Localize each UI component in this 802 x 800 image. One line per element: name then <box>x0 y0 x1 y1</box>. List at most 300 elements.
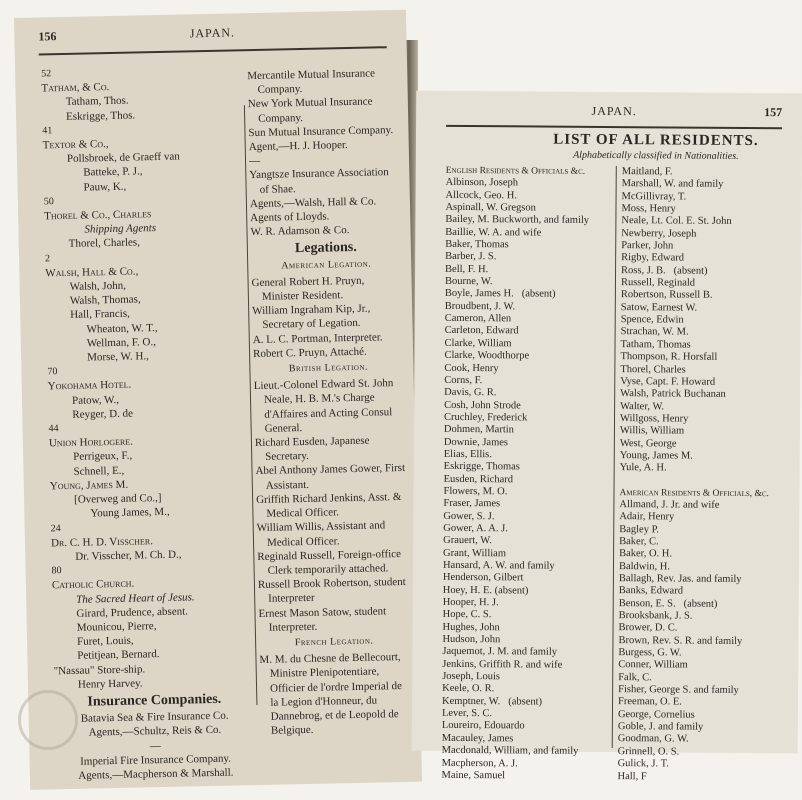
resident-row <box>444 338 612 352</box>
resident-row <box>444 375 612 389</box>
agency-line: — <box>248 155 261 168</box>
agency-line: Sun Mutual Insurance Company. <box>248 123 394 139</box>
directory-entry <box>41 63 242 124</box>
right-running-title: JAPAN. <box>591 103 637 119</box>
british-legation-title: British Legation. <box>288 361 369 375</box>
agency-line: W. R. Adamson & Co. <box>250 224 350 239</box>
resident-row <box>445 251 613 265</box>
resident-row <box>621 253 789 267</box>
entry-line: Walsh, John, <box>69 279 127 293</box>
resident-row <box>620 462 788 476</box>
resident-name: Henderson, Gilbert <box>442 572 524 584</box>
resident-name: Thompson, R. Horsfall <box>620 351 718 363</box>
resident-name: Robertson, Russell B. <box>620 289 713 302</box>
legations-title: Legations. <box>294 240 357 257</box>
legation-member: M. M. du Chesne de Bellecourt, Ministre Plenipotentiare, Officier de l'ordre Imperial de la Legion d'Honneur, du Dannebrog, et de Leopold de Belgique. <box>259 651 403 737</box>
resident-name: Benson, E. S. <box>618 597 676 610</box>
agency-line: Agents of Lloyds. <box>250 210 330 225</box>
resident-row <box>444 387 612 401</box>
right-residents-column <box>617 166 789 784</box>
resident-name: Dohmen, Martin <box>443 424 514 436</box>
resident-row <box>445 202 613 216</box>
resident-name: Hughes, John <box>442 621 500 633</box>
entry-line: Wellman, F. O., <box>86 335 157 350</box>
insurance-title: Insurance Companies. <box>87 691 222 710</box>
resident-row <box>620 450 788 464</box>
american-heading: American Residents & Officials, &c. <box>619 487 769 499</box>
entry-line: Patow, W., <box>71 393 120 407</box>
resident-name: Baker, Thomas <box>445 238 509 251</box>
resident-row <box>445 276 613 290</box>
american-legation-title: American Legation. <box>281 258 372 272</box>
resident-row <box>618 684 786 698</box>
resident-name: West, George <box>619 437 677 450</box>
resident-name: Freeman, O. E. <box>618 696 682 708</box>
resident-name: Maine, Samuel <box>441 769 506 782</box>
insurance-line: — <box>149 739 161 752</box>
insurance-agencies <box>247 66 401 240</box>
entry-line: "Nassau" Store-ship. <box>53 662 146 677</box>
resident-row <box>442 708 610 722</box>
resident-row <box>618 709 786 723</box>
resident-note: (absent) <box>521 288 556 301</box>
french-legation-list <box>259 650 411 738</box>
resident-name: Gower, A. A. J. <box>443 522 508 535</box>
entry-line: Thorel & Co., Charles <box>44 208 152 223</box>
entry-number: 41 <box>42 125 53 137</box>
entry-line: Wheaton, W. T., <box>86 321 158 336</box>
left-running-title: JAPAN. <box>189 25 236 41</box>
directory-entry <box>47 361 248 422</box>
resident-row <box>445 227 613 241</box>
resident-row <box>444 412 612 426</box>
entry-line: Batteke, P. J., <box>83 165 143 180</box>
resident-row <box>621 302 789 316</box>
resident-row <box>443 560 611 574</box>
resident-name: Macdonald, William, and family <box>441 745 579 757</box>
resident-name: Bourne, W. <box>444 275 493 288</box>
resident-row <box>441 770 609 784</box>
entry-number: 24 <box>50 522 61 534</box>
resident-name: Hudson, John <box>442 633 501 646</box>
resident-name: Clarke, Woodthorpe <box>444 350 530 362</box>
list-title: LIST OF ALL RESIDENTS. <box>553 131 759 150</box>
entry-number: 2 <box>44 252 51 265</box>
resident-name: Russell, Reginald <box>620 277 696 289</box>
resident-row <box>445 239 613 253</box>
legation-member: William Willis, Assistant and Medical Officer. <box>256 519 386 549</box>
resident-row <box>443 585 611 599</box>
resident-name: Keele, O. R. <box>442 683 495 695</box>
resident-row <box>443 510 611 524</box>
resident-name: Kemptner, W. <box>442 695 501 708</box>
resident-name: Grauert, W. <box>443 535 492 547</box>
resident-name: Baker, O. H. <box>619 548 673 560</box>
resident-note: (absent) <box>683 598 718 610</box>
resident-note: (absent) <box>508 696 543 708</box>
resident-name: Carleton, Edward <box>444 325 519 337</box>
entry-line: Perrigeux, F., <box>73 450 133 464</box>
resident-row <box>621 265 789 279</box>
left-page <box>14 10 422 790</box>
resident-row <box>443 523 611 537</box>
entry-number: 44 <box>48 423 59 435</box>
resident-name: Macpherson, A. J. <box>441 757 518 769</box>
entry-line: Shipping Agents <box>84 222 157 236</box>
insurance-line: Imperial Fire Insurance Company. <box>80 752 232 768</box>
resident-row <box>621 228 789 242</box>
agency-line: Agent,—H. J. Hooper. <box>248 139 348 154</box>
resident-name: George, Cornelius <box>617 708 695 721</box>
resident-row <box>618 734 786 748</box>
american-residents-list <box>617 499 787 784</box>
entry-number: 80 <box>51 565 62 577</box>
legation-member: Abel Anthony James Gower, First Assistant. <box>255 462 406 492</box>
entry-line: Dr. C. H. D. Visscher. <box>50 534 154 550</box>
entry-line: Eskrigge, Thos. <box>65 109 136 123</box>
entry-line: Petitjean, Bernard. <box>77 648 160 663</box>
resident-name: Grant, William <box>443 547 507 559</box>
left-running-head <box>38 22 386 49</box>
resident-name: Macauley, James <box>441 732 514 745</box>
entry-number: 70 <box>47 366 58 378</box>
resident-row <box>442 646 610 660</box>
legation-member: Griffith Richard Jenkins, Asst. & Medical Officer. <box>256 490 402 520</box>
entry-line: Dr. Visscher, M. Ch. D., <box>75 548 182 563</box>
resident-name: Young, James M. <box>619 449 693 462</box>
resident-row <box>618 697 786 711</box>
legation-member: Russell Brook Robertson, student Interpreter <box>257 576 406 606</box>
entry-line: Pollsbroek, de Graeff van <box>66 150 180 166</box>
entry-number: 52 <box>41 68 52 80</box>
legation-member: General Robert H. Pruyn, Minister Resident. <box>251 274 365 303</box>
resident-name: Barber, J. S. <box>445 251 497 263</box>
resident-name: Albinson, Joseph <box>445 177 519 189</box>
resident-row <box>443 597 611 611</box>
resident-row <box>620 438 788 452</box>
resident-row <box>442 720 610 734</box>
resident-row <box>444 350 612 364</box>
entry-line: Hall, Francis, <box>70 308 130 322</box>
entry-line: Schnell, E., <box>73 464 125 478</box>
legation-member: Richard Eusden, Japanese Secretary. <box>254 434 370 464</box>
directory-entry <box>42 120 243 195</box>
entry-line: Mounicou, Pierre, <box>76 620 157 634</box>
resident-name: Bagley P. <box>619 523 659 535</box>
resident-row <box>620 351 788 365</box>
resident-row <box>444 461 612 475</box>
resident-row <box>621 290 789 304</box>
resident-name: Gulick, J. T. <box>617 758 669 770</box>
resident-row <box>621 277 789 291</box>
resident-row <box>619 610 787 624</box>
right-page-number: 157 <box>764 105 783 120</box>
resident-row <box>620 401 788 415</box>
resident-name: Tatham, Thomas <box>620 338 691 351</box>
resident-row <box>443 535 611 549</box>
resident-row <box>444 449 612 463</box>
resident-name: Elias, Ellis. <box>443 448 492 461</box>
resident-name: Hall, F <box>617 770 647 782</box>
resident-name: Willgoss, Henry <box>619 412 689 425</box>
resident-name: Joseph, Louis <box>442 670 501 683</box>
resident-row <box>621 314 789 328</box>
resident-name: Yule, A. H. <box>619 462 667 474</box>
resident-row <box>619 511 787 525</box>
resident-name: Brooksbank, J. S. <box>618 610 693 622</box>
resident-name: Hansard, A. W. and family <box>442 559 555 572</box>
directory-entry <box>51 560 254 692</box>
resident-row <box>619 585 787 599</box>
resident-name: Burgess, G. W. <box>618 647 682 659</box>
resident-name: Ballagh, Rev. Jas. and family <box>618 573 742 585</box>
french-legation-title: French Legation. <box>294 635 374 649</box>
resident-row <box>620 339 788 353</box>
resident-row <box>621 327 789 341</box>
resident-row <box>620 376 788 390</box>
resident-row <box>618 635 786 649</box>
resident-row <box>619 573 787 587</box>
agency-line: Mercantile Mutual Insurance Company. <box>247 67 376 97</box>
resident-row <box>443 548 611 562</box>
resident-name: Ross, J. B. <box>621 264 666 277</box>
entry-line: Pauw, K., <box>83 180 127 194</box>
resident-name: Thorel, Charles <box>620 363 686 376</box>
resident-row <box>618 672 786 686</box>
resident-name: Fisher, George S. and family <box>618 684 739 697</box>
resident-name: Falk, C. <box>618 671 652 684</box>
resident-name: Moss, Henry <box>621 203 676 215</box>
resident-name: Jaquemot, J. M. and family <box>442 646 558 659</box>
resident-name: Downie, James <box>443 436 509 448</box>
resident-name: Bell, F. H. <box>445 263 489 275</box>
entry-line: Morse, W. H., <box>87 350 149 364</box>
entry-line: Union Horlogere. <box>48 435 134 450</box>
resident-name: Boyle, James H. <box>444 288 514 300</box>
entry-line: [Overweg and Co.,] <box>73 492 162 506</box>
resident-row <box>446 177 614 191</box>
resident-name: Hoey, H. E. (absent) <box>442 584 529 597</box>
resident-row <box>621 240 789 254</box>
legation-member: Ernest Mason Satow, student Interpreter. <box>258 604 387 634</box>
resident-name: Cameron, Allen <box>444 312 512 325</box>
resident-name: Willis, William <box>619 425 685 437</box>
directory-entry <box>45 248 247 366</box>
resident-name: Conner, William <box>618 659 688 671</box>
resident-row <box>442 757 610 771</box>
resident-name: Flowers, M. O. <box>443 485 508 498</box>
entry-line: Tatham, & Co. <box>41 81 110 95</box>
entry-line: Young, James M. <box>49 478 129 493</box>
resident-name: Davis, G. R. <box>444 387 497 399</box>
resident-name: Loureiro, Edouardo <box>441 720 525 732</box>
resident-row <box>619 598 787 612</box>
entry-line: Catholic Church. <box>51 577 135 592</box>
resident-row <box>444 436 612 450</box>
resident-row <box>621 203 789 217</box>
resident-row <box>443 572 611 586</box>
resident-note: (absent) <box>673 265 708 277</box>
legation-member: Lieut.-Colonel Edward St. John Neale, H. B. M.'s Charge d'Affaires and Acting Consul General. <box>253 377 394 435</box>
resident-row <box>618 758 786 772</box>
resident-row <box>442 745 610 759</box>
left-page-number: 156 <box>38 29 57 44</box>
resident-name: Brower, D. C. <box>618 622 678 634</box>
resident-name: Marshall, W. and family <box>621 178 724 191</box>
american-legation-list <box>251 273 403 361</box>
resident-row <box>617 771 785 785</box>
resident-row <box>619 548 787 562</box>
resident-name: Baillie, W. A. and wife <box>445 226 542 239</box>
resident-row <box>619 536 787 550</box>
english-residents-column <box>441 165 613 783</box>
resident-row <box>443 609 611 623</box>
resident-row <box>445 288 613 302</box>
resident-name: Strachan, W. M. <box>620 326 689 339</box>
english-heading: English Residents & Officials &c. <box>445 165 586 177</box>
english-residents-list-cont <box>620 166 790 476</box>
resident-row <box>442 659 610 673</box>
resident-name: Parker, John <box>621 240 674 252</box>
resident-row <box>620 425 788 439</box>
resident-row <box>442 683 610 697</box>
legation-member: William Ingraham Kip, Jr., Secretary of Legation. <box>252 302 371 332</box>
resident-name: Gower, S. J. <box>443 510 495 522</box>
entry-line: Girard, Prudence, absent. <box>76 605 189 620</box>
resident-name: Goble, J. and family <box>617 721 704 733</box>
entry-line: Furet, Louis, <box>76 634 134 648</box>
resident-row <box>618 721 786 735</box>
resident-row <box>443 498 611 512</box>
entry-line: Yokohama Hotel. <box>47 379 132 393</box>
list-subtitle: Alphabetically classified in Nationalities. <box>573 149 739 162</box>
resident-name: Eusden, Richard <box>443 473 514 485</box>
resident-row <box>445 214 613 228</box>
resident-name: Vyse, Capt. F. Howard <box>620 375 716 388</box>
entry-number: 50 <box>43 196 54 208</box>
left-column-firms <box>41 63 256 783</box>
resident-name: Maitland, F. <box>621 166 673 178</box>
resident-name: Jenkins, Griffith R. and wife <box>442 658 563 671</box>
resident-row <box>621 215 789 229</box>
resident-row <box>446 190 614 204</box>
right-head-rule <box>446 125 782 129</box>
agency-line: Agents,—Walsh, Hall & Co. <box>249 195 377 210</box>
resident-name: Cosh, John Strode <box>444 399 521 411</box>
resident-name: Baker, C. <box>619 536 659 548</box>
resident-row <box>619 561 787 575</box>
entry-line: The Sacred Heart of Jesus. <box>76 590 195 606</box>
resident-row <box>443 486 611 500</box>
resident-row <box>620 413 788 427</box>
entry-line: Tatham, Thos. <box>65 95 129 109</box>
entry-line: Young James, M., <box>90 506 170 520</box>
resident-row <box>444 362 612 376</box>
resident-row <box>618 647 786 661</box>
library-stamp <box>18 690 78 750</box>
resident-name: Rigby, Edward <box>621 252 685 264</box>
insurance-line: Batavia Sea & Fire Insurance Co. <box>80 709 229 725</box>
resident-row <box>445 301 613 315</box>
resident-name: Goodman, G. W. <box>617 733 689 746</box>
legation-member: A. L. C. Portman, Interpreter. <box>252 331 383 346</box>
resident-name: Adair, Henry <box>619 511 675 523</box>
resident-row <box>443 622 611 636</box>
legation-member: Robert C. Pruyn, Attaché. <box>252 345 367 360</box>
resident-row <box>619 499 787 513</box>
resident-name: Hooper, H. J. <box>442 596 499 609</box>
resident-name: Baldwin, H. <box>618 560 671 573</box>
entry-line: Walsh, Hall & Co., <box>45 265 139 280</box>
resident-row <box>622 166 790 180</box>
resident-name: Cook, Henry <box>444 362 499 374</box>
resident-row <box>622 191 790 205</box>
entry-line: Walsh, Thomas, <box>69 293 141 308</box>
left-column-legations <box>247 66 411 738</box>
directory-entry <box>44 191 245 252</box>
resident-name: Brown, Rev. S. R. and family <box>618 634 743 647</box>
resident-name: Eskrigge, Thomas <box>443 461 520 473</box>
resident-row <box>445 313 613 327</box>
entry-line: Henry Harvey. <box>77 677 143 691</box>
resident-name: Broudbent, J. W. <box>444 300 516 313</box>
british-legation-list <box>254 376 409 635</box>
resident-name: Satow, Earnest W. <box>620 301 698 314</box>
insurance-line: Agents,—Macpherson & Marshall. <box>78 766 234 782</box>
entry-line: Thorel, Charles, <box>68 236 141 251</box>
resident-name: Fraser, James <box>443 498 501 510</box>
resident-row <box>620 364 788 378</box>
resident-name: Spence, Edwin <box>620 314 684 326</box>
resident-name: Hope, C. S. <box>442 609 492 621</box>
insurance-line: Agents,—Schultz, Reis & Co. <box>88 724 222 739</box>
resident-name: Allmand, J. Jr. and wife <box>619 499 720 511</box>
resident-row <box>442 696 610 710</box>
resident-row <box>442 634 610 648</box>
resident-row <box>619 622 787 636</box>
resident-name: Walsh, Patrick Buchanan <box>620 388 726 401</box>
resident-name: Bailey, M. Buckworth, and family <box>445 214 590 227</box>
resident-name: Neale, Lt. Col. E. St. John <box>621 215 732 228</box>
resident-name: Walter, W. <box>620 400 665 412</box>
entry-line: Textor & Co., <box>42 138 109 152</box>
resident-row <box>442 671 610 685</box>
resident-row <box>442 733 610 747</box>
resident-row <box>618 659 786 673</box>
resident-name: Allcock, Geo. H. <box>445 189 518 202</box>
resident-row <box>445 264 613 278</box>
resident-row <box>445 325 613 339</box>
resident-row <box>620 388 788 402</box>
agency-line: New York Mutual Insurance Company. <box>247 95 373 125</box>
resident-name: Corns, F. <box>444 374 483 386</box>
resident-name: Banks, Edward <box>618 585 684 597</box>
legation-member: Reginald Russell, Foreign-office Clerk temporarily attached. <box>257 547 402 577</box>
resident-row <box>444 399 612 413</box>
resident-name: Newberry, Joseph <box>621 227 697 240</box>
entry-line: Reyger, D. de <box>72 407 134 421</box>
resident-name: Clarke, William <box>444 337 512 350</box>
right-running-head <box>446 103 782 125</box>
resident-row <box>618 746 786 760</box>
resident-name: Cruchley, Frederick <box>443 411 528 424</box>
agency-line: Yangtsze Insurance Association of Shae. <box>249 166 389 196</box>
resident-name: McGillivray, T. <box>621 190 687 203</box>
english-residents-list <box>441 177 613 783</box>
resident-name: Lever, S. C. <box>441 707 493 720</box>
resident-row <box>619 524 787 538</box>
resident-row <box>444 424 612 438</box>
